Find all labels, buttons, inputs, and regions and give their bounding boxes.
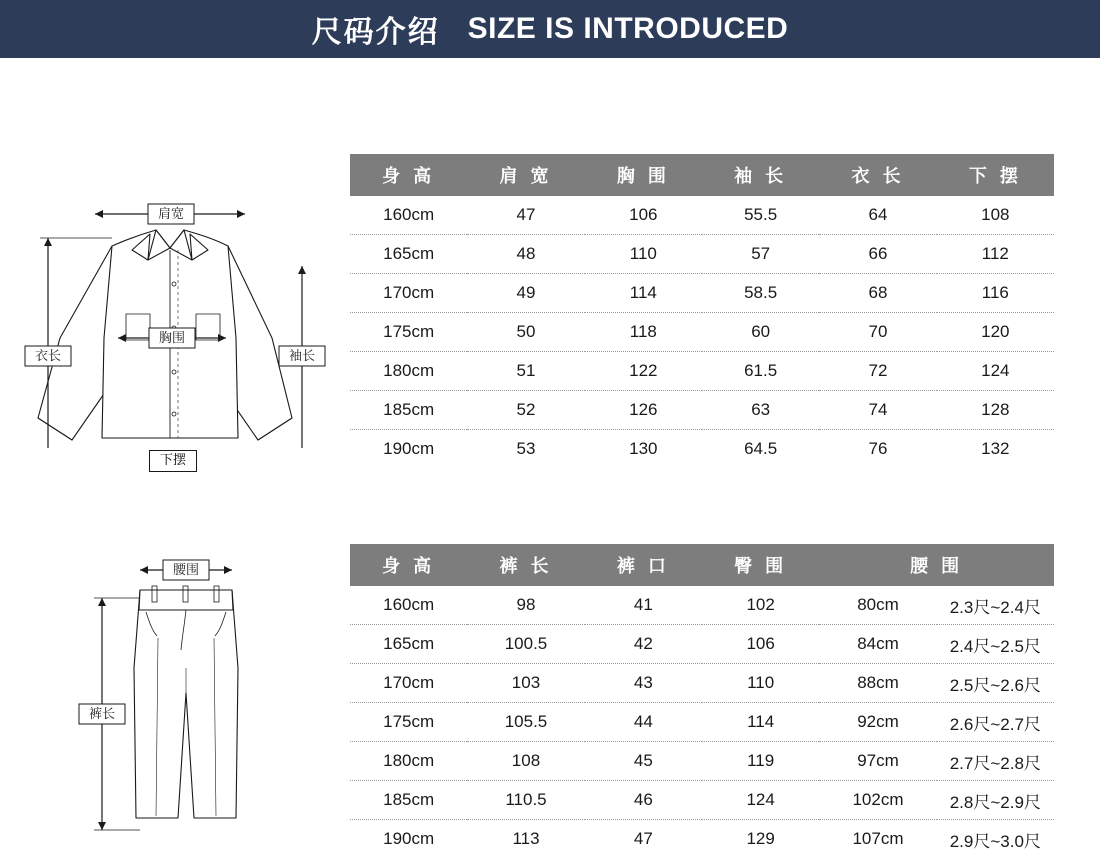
cell-length: 76 [819, 430, 936, 469]
cell-sleeve: 57 [702, 235, 819, 274]
cell-chest: 118 [585, 313, 702, 352]
table-row [350, 235, 1054, 274]
cell-pant-opening: 45 [585, 742, 702, 781]
table-row [350, 274, 1054, 313]
cell-height: 180cm [350, 352, 467, 391]
cell-height: 175cm [350, 703, 467, 742]
cell-hip: 114 [702, 703, 819, 742]
cell-shoulder: 53 [467, 430, 584, 469]
col-shoulder: 肩 宽 [467, 154, 584, 196]
cell-pant-length: 113 [467, 820, 584, 858]
cell-pant-opening: 43 [585, 664, 702, 703]
cell-pant-opening: 44 [585, 703, 702, 742]
cell-hem: 116 [937, 274, 1054, 313]
table-row [350, 196, 1054, 235]
cell-sleeve: 64.5 [702, 430, 819, 469]
cell-chest: 130 [585, 430, 702, 469]
cell-chest: 122 [585, 352, 702, 391]
cell-hip: 110 [702, 664, 819, 703]
cell-sleeve: 58.5 [702, 274, 819, 313]
col-pant-length: 裤 长 [467, 544, 584, 586]
cell-sleeve: 63 [702, 391, 819, 430]
cell-waist-chi: 2.5尺~2.6尺 [937, 664, 1054, 703]
cell-pant-length: 98 [467, 586, 584, 625]
label-shoulder: 肩宽 [158, 206, 184, 221]
page-title-en: SIZE IS INTRODUCED [468, 12, 789, 46]
col-height: 身 高 [350, 154, 467, 196]
cell-chest: 106 [585, 196, 702, 235]
col-waist: 腰 围 [819, 544, 1054, 586]
cell-shoulder: 47 [467, 196, 584, 235]
cell-hem: 128 [937, 391, 1054, 430]
cell-shoulder: 50 [467, 313, 584, 352]
cell-height: 165cm [350, 625, 467, 664]
label-pant-length: 裤长 [89, 706, 115, 721]
cell-waist-chi: 2.4尺~2.5尺 [937, 625, 1054, 664]
trousers-table-column [350, 478, 1100, 837]
jacket-table-body [350, 196, 1054, 468]
label-length: 衣长 [35, 348, 61, 363]
col-length: 衣 长 [819, 154, 936, 196]
jacket-section [0, 88, 1100, 448]
cell-length: 70 [819, 313, 936, 352]
page-content [0, 58, 1100, 837]
cell-length: 72 [819, 352, 936, 391]
cell-pant-length: 108 [467, 742, 584, 781]
trousers-header-row [350, 544, 1054, 586]
cell-chest: 114 [585, 274, 702, 313]
table-row [350, 625, 1054, 664]
label-hem [149, 450, 197, 472]
jacket-figure-column [0, 88, 350, 448]
cell-waist-chi: 2.7尺~2.8尺 [937, 742, 1054, 781]
table-row [350, 781, 1054, 820]
cell-pant-opening: 46 [585, 781, 702, 820]
cell-hem: 124 [937, 352, 1054, 391]
cell-height: 180cm [350, 742, 467, 781]
cell-height: 175cm [350, 313, 467, 352]
table-row [350, 703, 1054, 742]
cell-waist-cm: 92cm [819, 703, 936, 742]
table-row [350, 352, 1054, 391]
cell-height: 170cm [350, 274, 467, 313]
cell-shoulder: 52 [467, 391, 584, 430]
cell-waist-chi: 2.9尺~3.0尺 [937, 820, 1054, 858]
cell-height: 185cm [350, 781, 467, 820]
cell-length: 74 [819, 391, 936, 430]
cell-shoulder: 51 [467, 352, 584, 391]
cell-pant-length: 103 [467, 664, 584, 703]
cell-hip: 102 [702, 586, 819, 625]
trousers-diagram [0, 478, 350, 837]
jacket-table-column [350, 88, 1100, 448]
cell-pant-length: 105.5 [467, 703, 584, 742]
cell-height: 170cm [350, 664, 467, 703]
col-hip: 臀 围 [702, 544, 819, 586]
cell-pant-opening: 41 [585, 586, 702, 625]
trousers-section [0, 478, 1100, 837]
page-title-cn: 尺码介绍 [312, 7, 440, 51]
table-row [350, 313, 1054, 352]
cell-hem: 120 [937, 313, 1054, 352]
page-header [0, 0, 1100, 58]
label-sleeve: 袖长 [289, 348, 315, 363]
table-row [350, 391, 1054, 430]
col-height: 身 高 [350, 544, 467, 586]
cell-sleeve: 55.5 [702, 196, 819, 235]
cell-hip: 119 [702, 742, 819, 781]
jacket-table-head [350, 154, 1054, 196]
cell-waist-chi: 2.8尺~2.9尺 [937, 781, 1054, 820]
cell-waist-cm: 80cm [819, 586, 936, 625]
cell-hem: 132 [937, 430, 1054, 469]
cell-pant-opening: 47 [585, 820, 702, 858]
label-chest: 胸围 [159, 330, 185, 345]
trousers-table-head [350, 544, 1054, 586]
cell-pant-length: 100.5 [467, 625, 584, 664]
cell-chest: 126 [585, 391, 702, 430]
cell-height: 190cm [350, 820, 467, 858]
trousers-table-body [350, 586, 1054, 858]
cell-sleeve: 60 [702, 313, 819, 352]
col-hem: 下 摆 [937, 154, 1054, 196]
cell-waist-cm: 102cm [819, 781, 936, 820]
cell-pant-length: 110.5 [467, 781, 584, 820]
trousers-figure-column [0, 478, 350, 837]
col-chest: 胸 围 [585, 154, 702, 196]
cell-waist-cm: 107cm [819, 820, 936, 858]
cell-height: 185cm [350, 391, 467, 430]
col-pant-opening: 裤 口 [585, 544, 702, 586]
label-hem-caption: 下摆 [160, 452, 186, 467]
trousers-size-table [350, 544, 1054, 858]
cell-length: 66 [819, 235, 936, 274]
cell-chest: 110 [585, 235, 702, 274]
table-row [350, 430, 1054, 469]
cell-sleeve: 61.5 [702, 352, 819, 391]
cell-waist-cm: 84cm [819, 625, 936, 664]
jacket-size-table [350, 154, 1054, 468]
cell-waist-cm: 97cm [819, 742, 936, 781]
cell-waist-chi: 2.6尺~2.7尺 [937, 703, 1054, 742]
jacket-header-row [350, 154, 1054, 196]
cell-hip: 106 [702, 625, 819, 664]
table-row [350, 664, 1054, 703]
cell-hem: 112 [937, 235, 1054, 274]
cell-length: 64 [819, 196, 936, 235]
cell-hip: 129 [702, 820, 819, 858]
table-row [350, 820, 1054, 858]
cell-height: 160cm [350, 196, 467, 235]
table-row [350, 586, 1054, 625]
cell-hip: 124 [702, 781, 819, 820]
cell-length: 68 [819, 274, 936, 313]
cell-pant-opening: 42 [585, 625, 702, 664]
cell-waist-cm: 88cm [819, 664, 936, 703]
label-waist: 腰围 [173, 562, 199, 577]
cell-shoulder: 49 [467, 274, 584, 313]
jacket-diagram [0, 88, 350, 448]
cell-height: 190cm [350, 430, 467, 469]
cell-hem: 108 [937, 196, 1054, 235]
cell-shoulder: 48 [467, 235, 584, 274]
cell-height: 160cm [350, 586, 467, 625]
col-sleeve: 袖 长 [702, 154, 819, 196]
table-row [350, 742, 1054, 781]
cell-waist-chi: 2.3尺~2.4尺 [937, 586, 1054, 625]
cell-height: 165cm [350, 235, 467, 274]
